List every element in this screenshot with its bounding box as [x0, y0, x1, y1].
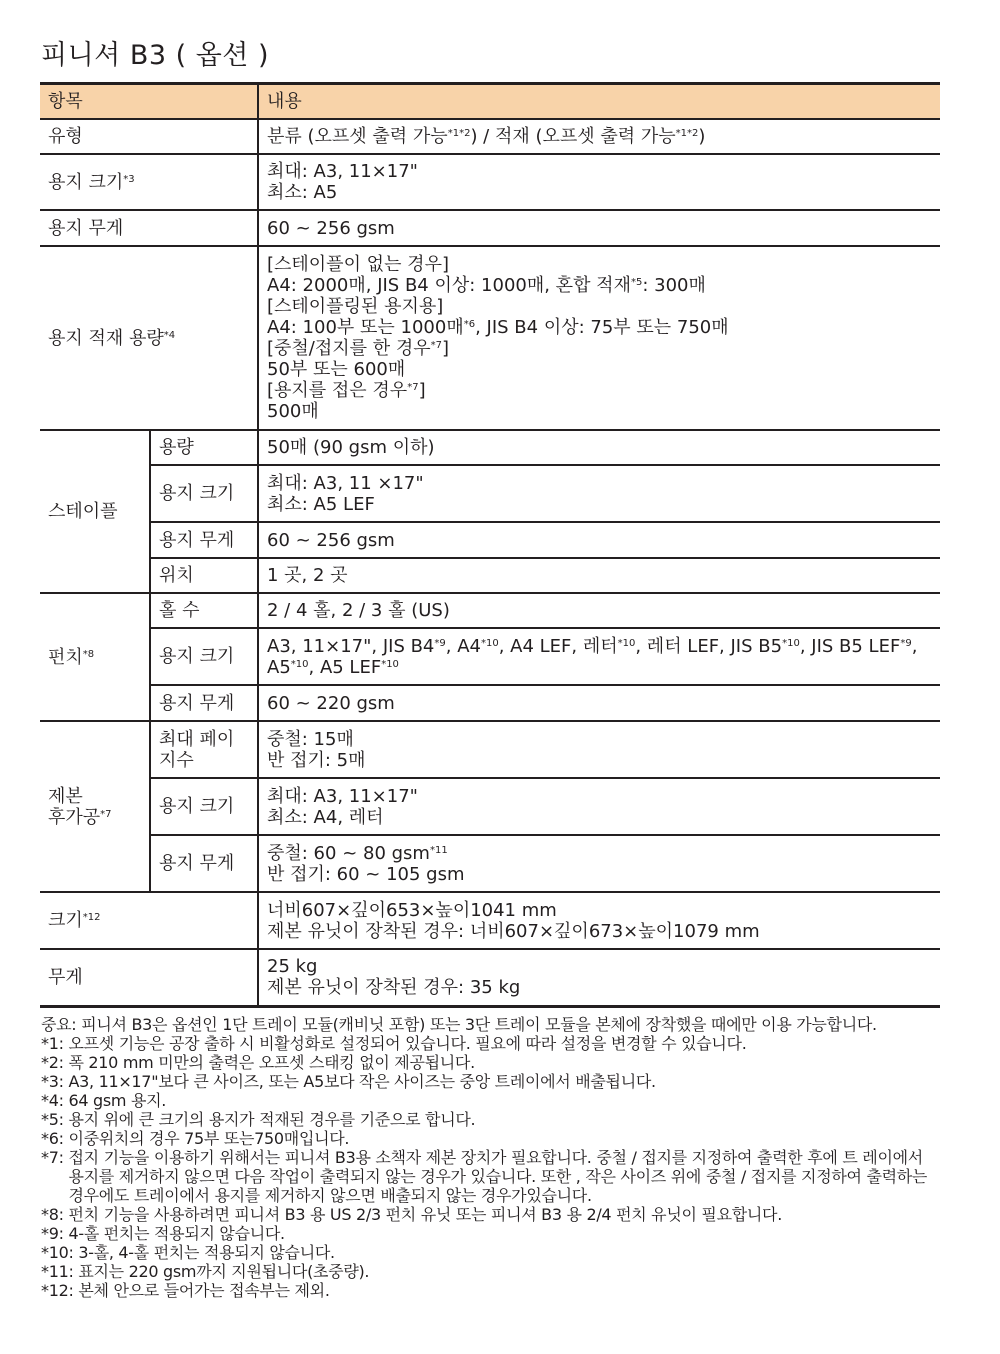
footnote-item	[41, 1129, 941, 1148]
row-content: 60 ~ 256 gsm	[258, 210, 940, 246]
footnote-key: *4:	[41, 1091, 69, 1110]
row-content: 너비607×깊이653×높이1041 mm 제본 유닛이 장착된 경우: 너비607×깊이673×높이1079 mm	[258, 892, 940, 949]
footnote-item	[41, 1224, 941, 1243]
row-content: 최대: A3, 11 ×17" 최소: A5 LEF	[258, 465, 940, 522]
footnote-text: 피니셔 B3은 옵션인 1단 트레이 모듈(캐비닛 포함) 또는 3단 트레이 모듈을 본체에 장착했을 때에만 이용 가능합니다.	[81, 1015, 877, 1034]
footnote-key: *11:	[41, 1262, 79, 1281]
footnote-item	[41, 1091, 941, 1110]
footnote-item	[41, 1262, 941, 1281]
footnote-item	[41, 1205, 941, 1224]
footnote-key: *1:	[41, 1034, 69, 1053]
row-staple-weight	[40, 522, 940, 558]
footnote-key: *6:	[41, 1129, 69, 1148]
row-weight	[40, 949, 940, 1006]
footnote-item	[41, 1072, 941, 1091]
row-label: 용지 무게	[40, 210, 258, 246]
row-content: [스테이플이 없는 경우] A4: 2000매, JIS B4 이상: 1000매, 혼합 적재$^{*5}$: 300매 [스테이플링된 용지용] A4: 100부 또는 1000매$^{*6}$, JIS B4 이상: 75부 또는 750매 [중철/접지를 한 경우$^{*7}$] 50부 또는 600매 [용지를 접은 경우$^{*7}$] 500매	[258, 246, 940, 430]
sub-label: 홀 수	[150, 593, 258, 628]
footnote-key: *7:	[41, 1148, 69, 1167]
footnote-text: 폭 210 mm 미만의 출력은 오프셋 스태킹 없이 제공됩니다.	[68, 1053, 475, 1072]
footnote-key: *8:	[41, 1205, 69, 1224]
row-staple-position	[40, 558, 940, 593]
footnote-text: 펀치 기능을 사용하려면 피니셔 B3 용 US 2/3 펀치 유닛 또는 피니셔 B3 용 2/4 펀치 유닛이 필요합니다.	[68, 1205, 783, 1224]
row-content: 중철: 15매 반 접기: 5매	[258, 721, 940, 778]
row-content: 최대: A3, 11×17" 최소: A4, 레터	[258, 778, 940, 835]
row-content: 분류 (오프셋 출력 가능$^{*1*2}$) / 적재 (오프셋 출력 가능$^{*1*2}$)	[258, 119, 940, 154]
sub-label: 위치	[150, 558, 258, 593]
footnote-item	[41, 1148, 941, 1205]
sub-label: 용량	[150, 430, 258, 465]
sub-label: 최대 페이 지수	[150, 721, 258, 778]
footnote-key: 중요:	[41, 1015, 82, 1034]
row-punch-holes	[40, 593, 940, 628]
footnote-item	[41, 1110, 941, 1129]
footnote-text: 표지는 220 gsm까지 지원됩니다(초중량).	[78, 1262, 370, 1281]
row-content: 60 ~ 256 gsm	[258, 522, 940, 558]
footnote-item	[41, 1034, 941, 1053]
footnote-item	[41, 1015, 941, 1034]
row-capacity	[40, 246, 940, 430]
footnote-key: *3:	[41, 1072, 69, 1091]
row-content: 중철: 60 ~ 80 gsm$^{*11}$ 반 접기: 60 ~ 105 gsm	[258, 835, 940, 892]
group-label-staple: 스테이플	[40, 430, 150, 593]
row-punch-size	[40, 628, 940, 685]
row-label: 용지 크기$^{*3}$	[40, 154, 258, 210]
row-content: 1 곳, 2 곳	[258, 558, 940, 593]
footnote-text: 3-홀, 4-홀 펀치는 적용되지 않습니다.	[78, 1243, 335, 1262]
row-label: 유형	[40, 119, 258, 154]
group-label-punch: 펀치$^{*8}$	[40, 593, 150, 721]
row-paper-size	[40, 154, 940, 210]
row-staple-size	[40, 465, 940, 522]
sub-label: 용지 크기	[150, 778, 258, 835]
page-title: 피니셔 B3 ( 옵션 )	[41, 40, 270, 71]
row-content: 50매 (90 gsm 이하)	[258, 430, 940, 465]
footnote-text: 4-홀 펀치는 적용되지 않습니다.	[68, 1224, 285, 1243]
row-content: 2 / 4 홀, 2 / 3 홀 (US)	[258, 593, 940, 628]
footnote-item	[41, 1053, 941, 1072]
footnote-text: 이중위치의 경우 75부 또는750매입니다.	[68, 1129, 350, 1148]
footnote-text: 64 gsm 용지.	[68, 1091, 167, 1110]
row-staple-capacity	[40, 430, 940, 465]
footnote-text: 본체 안으로 들어가는 접속부는 제외.	[78, 1281, 330, 1300]
sub-label: 용지 무게	[150, 522, 258, 558]
footnote-key: *5:	[41, 1110, 69, 1129]
footnote-key: *12:	[41, 1281, 79, 1300]
row-label: 용지 적재 용량$^{*4}$	[40, 246, 258, 430]
footnote-key: *2:	[41, 1053, 69, 1072]
row-content: 최대: A3, 11×17" 최소: A5	[258, 154, 940, 210]
footnotes	[41, 1015, 941, 1300]
header-content: 내용	[258, 84, 940, 120]
footnote-item	[41, 1281, 941, 1300]
group-label-binding: 제본 후가공$^{*7}$	[40, 721, 150, 892]
sub-label: 용지 무게	[150, 835, 258, 892]
sub-label: 용지 크기	[150, 628, 258, 685]
row-binding-pages	[40, 721, 940, 778]
sub-label: 용지 크기	[150, 465, 258, 522]
row-binding-weight	[40, 835, 940, 892]
row-type	[40, 119, 940, 154]
footnote-item	[41, 1243, 941, 1262]
row-punch-weight	[40, 685, 940, 721]
row-paper-weight	[40, 210, 940, 246]
footnote-key: *10:	[41, 1243, 79, 1262]
row-label: 크기$^{*12}$	[40, 892, 258, 949]
footnote-text: A3, 11×17"보다 큰 사이즈, 또는 A5보다 작은 사이즈는 중앙 트레이에서 배출됩니다.	[68, 1072, 656, 1091]
footnote-text: 오프셋 기능은 공장 출하 시 비활성화로 설정되어 있습니다. 필요에 따라 설정을 변경할 수 있습니다.	[68, 1034, 747, 1053]
sub-label: 용지 무게	[150, 685, 258, 721]
footnote-text: 접지 기능을 이용하기 위해서는 피니셔 B3용 소책자 제본 장치가 필요합니다. 중철 / 접지를 지정하여 출력한 후에 트 레이에서 용지를 제거하지 않으면 다음 작업이 출력되지 않는 경우가 있습니다. 또한 , 작은 사이즈 위에 중철 / 접지를 지정하여 출력하는 경우에도 트레이에서 용지를 제거하지 않으면 배출되지 않는 경우가있습니다.	[68, 1148, 928, 1205]
spec-table	[40, 82, 940, 1008]
row-content: 60 ~ 220 gsm	[258, 685, 940, 721]
row-dimensions	[40, 892, 940, 949]
row-content: 25 kg 제본 유닛이 장착된 경우: 35 kg	[258, 949, 940, 1006]
footnote-key: *9:	[41, 1224, 69, 1243]
footnote-text: 용지 위에 큰 크기의 용지가 적재된 경우를 기준으로 합니다.	[68, 1110, 476, 1129]
row-binding-size	[40, 778, 940, 835]
row-label: 무게	[40, 949, 258, 1006]
table-header	[40, 84, 940, 120]
row-content: A3, 11×17", JIS B4$^{*9}$, A4$^{*10}$, A4 LEF, 레터$^{*10}$, 레터 LEF, JIS B5$^{*10}$, JIS B5 LEF$^{*9}$, A5$^{*10}$, A5 LEF$^{*10}$	[258, 628, 940, 685]
header-item: 항목	[40, 84, 258, 120]
